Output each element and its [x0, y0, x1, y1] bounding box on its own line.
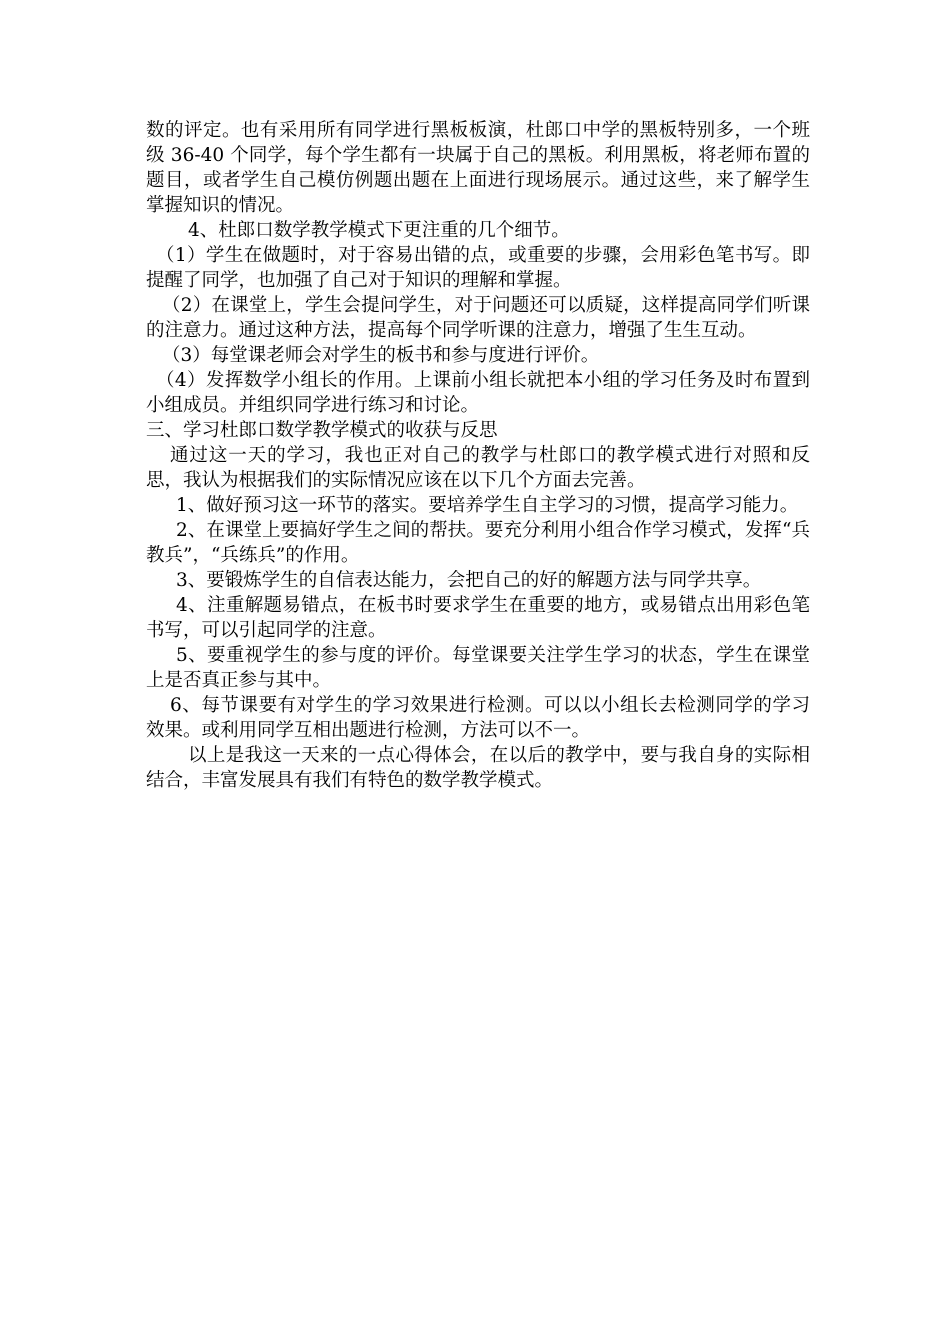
paragraph-detail-4: （4）发挥数学小组长的作用。上课前小组长就把本小组的学习任务及时布置到小组成员。并组织同学进行练习和讨论。	[146, 370, 810, 416]
paragraph-point-2: 2、在课堂上要搞好学生之间的帮扶。要充分利用小组合作学习模式，发挥“兵教兵”，“兵练兵”的作用。	[146, 520, 810, 566]
document-body	[146, 118, 810, 793]
paragraph-point-1: 1、做好预习这一环节的落实。要培养学生自主学习的习惯，提高学习能力。	[176, 495, 799, 516]
paragraph-heading-details: 4、杜郎口数学教学模式下更注重的几个细节。	[188, 220, 570, 241]
paragraph-point-3: 3、要锻炼学生的自信表达能力，会把自己的好的解题方法与同学共享。	[176, 570, 762, 591]
paragraph-point-6: 6、每节课要有对学生的学习效果进行检测。可以以小组长去检测同学的学习效果。或利用同学互相出题进行检测，方法可以不一。	[146, 695, 810, 741]
paragraph-point-5: 5、要重视学生的参与度的评价。每堂课要关注学生学习的状态，学生在课堂上是否真正参与其中。	[146, 645, 810, 691]
paragraph-point-4: 4、注重解题易错点，在板书时要求学生在重要的地方，或易错点出用彩色笔书写，可以引起同学的注意。	[146, 595, 810, 641]
paragraph-conclusion: 以上是我这一天来的一点心得体会，在以后的教学中，要与我自身的实际相结合，丰富发展具有我们有特色的数学教学模式。	[146, 745, 810, 791]
paragraph-blackboard-evaluation: 数的评定。也有采用所有同学进行黑板板演，杜郎口中学的黑板特别多，一个班级 36-40 个同学，每个学生都有一块属于自己的黑板。利用黑板，将老师布置的题目，或者学生自己模仿例题出题在上面进行现场展示。通过这些，来了解学生掌握知识的情况。	[146, 120, 810, 216]
paragraph-reflection-intro: 通过这一天的学习，我也正对自己的教学与杜郎口的教学模式进行对照和反思，我认为根据我们的实际情况应该在以下几个方面去完善。	[146, 445, 810, 491]
paragraph-detail-3: （3）每堂课老师会对学生的板书和参与度进行评价。	[162, 345, 600, 366]
section-heading-reflection: 三、学习杜郎口数学教学模式的收获与反思	[146, 420, 498, 441]
paragraph-detail-1: （1）学生在做题时，对于容易出错的点，或重要的步骤，会用彩色笔书写。即提醒了同学，也加强了自己对于知识的理解和掌握。	[146, 245, 810, 291]
paragraph-detail-2: （2）在课堂上，学生会提问学生，对于问题还可以质疑，这样提高同学们听课的注意力。通过这种方法，提高每个同学听课的注意力，增强了生生互动。	[146, 295, 810, 341]
